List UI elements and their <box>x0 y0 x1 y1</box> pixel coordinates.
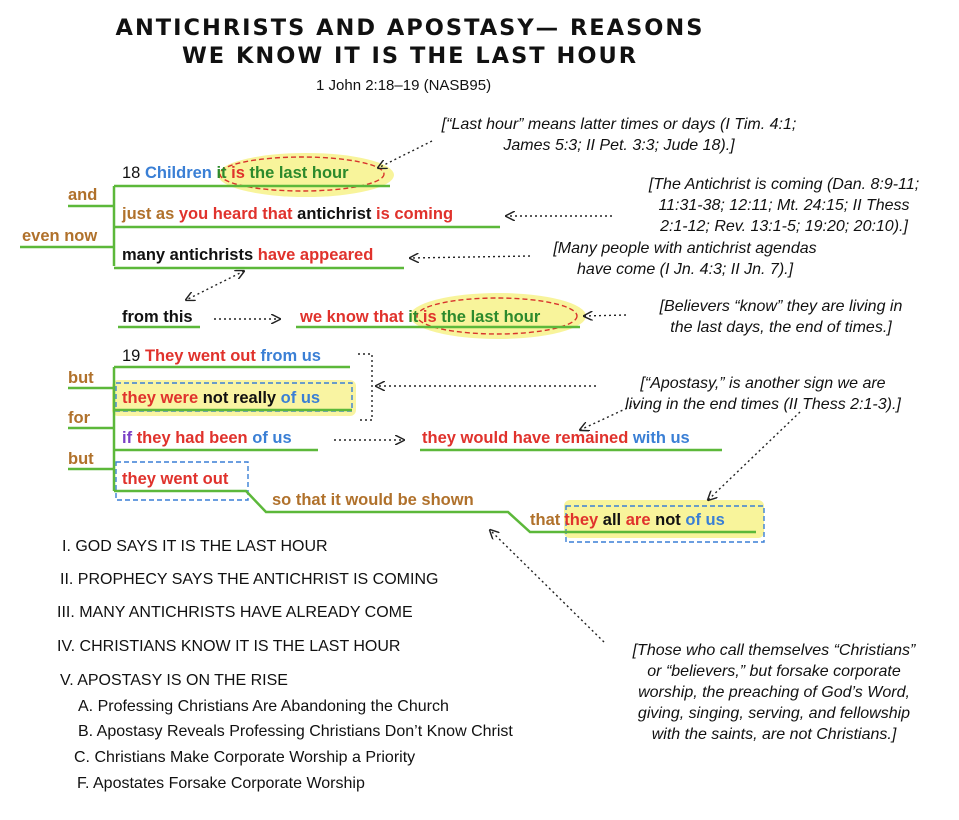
phrase-not-of-us <box>530 511 725 530</box>
note-line: [“Apostasy,” is another sign we are <box>640 375 886 392</box>
note-line: have come (I Jn. 4:3; II Jn. 7).] <box>576 261 794 278</box>
word-they: they <box>564 511 599 529</box>
note-line: [The Antichrist is coming (Dan. 8:9-11; <box>648 176 920 193</box>
word-is: is <box>231 164 245 182</box>
note-line: or “believers,” but forsake corporate <box>647 663 901 680</box>
note-apostasy <box>598 373 928 415</box>
title-line-1: ANTICHRISTS AND APOSTASY— REASONS <box>115 15 705 41</box>
scripture-reference: 1 John 2:18–19 (NASB95) <box>316 77 492 94</box>
phrase-children-last-hour <box>122 164 349 183</box>
word-from-this: from this <box>122 308 193 326</box>
word-they-went-out: They went out <box>144 347 256 365</box>
word-with-us: with us <box>632 429 690 447</box>
word-that: that <box>530 511 561 529</box>
word-they-went-out-2: they went out <box>122 470 229 488</box>
word-is-coming: is coming <box>376 205 454 223</box>
conj-but-2: but <box>68 450 94 468</box>
phrase-just-as <box>122 205 453 224</box>
conj-for: for <box>68 409 90 427</box>
outline-sub-c: C. Christians Make Corporate Worship a Priority <box>74 749 416 766</box>
note-believers <box>626 296 936 338</box>
word-just-as: just as <box>122 205 175 223</box>
note-line: the last days, the end of times.] <box>670 319 892 336</box>
outline-sub-b: B. Apostasy Reveals Professing Christians Don’t Know Christ <box>78 723 513 740</box>
word-it-2: it <box>408 308 419 326</box>
note-line: [Those who call themselves “Christians” <box>632 642 916 659</box>
word-of-us-3: of us <box>685 511 725 529</box>
note-line: living in the end times (II Thess 2:1-3).] <box>625 396 901 413</box>
phrase-so-that <box>272 491 474 510</box>
word-have-appeared: have appeared <box>257 246 374 264</box>
verse-number-19: 19 <box>122 347 141 365</box>
word-is-2: is <box>422 308 437 326</box>
word-it: it <box>216 164 227 182</box>
word-antichrist: antichrist <box>297 205 372 223</box>
word-from-us: from us <box>260 347 321 365</box>
note-line: [“Last hour” means latter times or days (I Tim. 4:1; <box>441 116 797 133</box>
outline-item-2: II. PROPHECY SAYS THE ANTICHRIST IS COMING <box>60 571 439 588</box>
conj-but-1: but <box>68 369 94 387</box>
note-those <box>604 640 944 745</box>
word-they-had-been: they had been <box>136 429 248 447</box>
note-line: 2:1-12; Rev. 13:1-5; 19:20; 20:10).] <box>660 218 908 235</box>
word-not-really: not really <box>202 389 277 407</box>
phrase-from-this <box>122 308 193 327</box>
word-all: all <box>602 511 622 529</box>
word-the-last-hour: the last hour <box>249 164 349 182</box>
word-would-have-remained: they would have remained <box>422 429 629 447</box>
outline-item-3: III. MANY ANTICHRISTS HAVE ALREADY COME <box>57 604 413 621</box>
conj-even-now: even now <box>22 227 98 245</box>
note-many <box>530 238 840 280</box>
note-last-hour <box>404 114 834 156</box>
word-not: not <box>655 511 681 529</box>
word-the-last-hour-2: the last hour <box>441 308 541 326</box>
conj-and: and <box>68 186 98 204</box>
phrase-they-went-out <box>122 347 321 366</box>
word-many-antichrists: many antichrists <box>122 246 254 264</box>
outline-sub-a: A. Professing Christians Are Abandoning the Church <box>78 698 449 715</box>
word-they-were: they were <box>122 389 199 407</box>
word-are: are <box>625 511 651 529</box>
word-if: if <box>122 429 133 447</box>
note-line: 11:31-38; 12:11; Mt. 24:15; II Thess <box>658 197 910 214</box>
word-of-us: of us <box>280 389 321 407</box>
outline-sub-f: F. Apostates Forsake Corporate Worship <box>77 775 365 792</box>
verse-number-18: 18 <box>122 164 141 182</box>
note-line: [Many people with antichrist agendas <box>553 240 817 257</box>
word-children: Children <box>144 164 212 182</box>
word-so-that: so that it would be shown <box>272 491 474 509</box>
phrase-we-know <box>300 308 540 327</box>
word-we-know-that: we know that <box>300 308 404 326</box>
word-of-us-2: of us <box>252 429 292 447</box>
outline-item-4: IV. CHRISTIANS KNOW IT IS THE LAST HOUR <box>57 638 401 655</box>
note-line: giving, singing, serving, and fellowship <box>637 705 911 722</box>
note-line: with the saints, are not Christians.] <box>651 726 897 743</box>
phrase-they-went-out-2 <box>122 470 228 489</box>
note-antichrist <box>614 174 954 237</box>
phrase-if-they-had-been <box>122 429 292 448</box>
phrase-many-antichrists <box>122 246 373 265</box>
note-line: [Believers “know” they are living in <box>659 298 903 315</box>
word-you-heard-that: you heard that <box>178 205 293 223</box>
phrase-would-have-remained <box>422 429 690 448</box>
note-line: James 5:3; II Pet. 3:3; Jude 18).] <box>503 137 735 154</box>
outline-item-5: V. APOSTASY IS ON THE RISE <box>60 672 288 689</box>
phrase-not-really <box>122 389 320 408</box>
note-line: worship, the preaching of God’s Word, <box>638 684 910 701</box>
outline-item-1: I. GOD SAYS IT IS THE LAST HOUR <box>62 538 328 555</box>
title-line-2: WE KNOW IT IS THE LAST HOUR <box>181 43 639 69</box>
